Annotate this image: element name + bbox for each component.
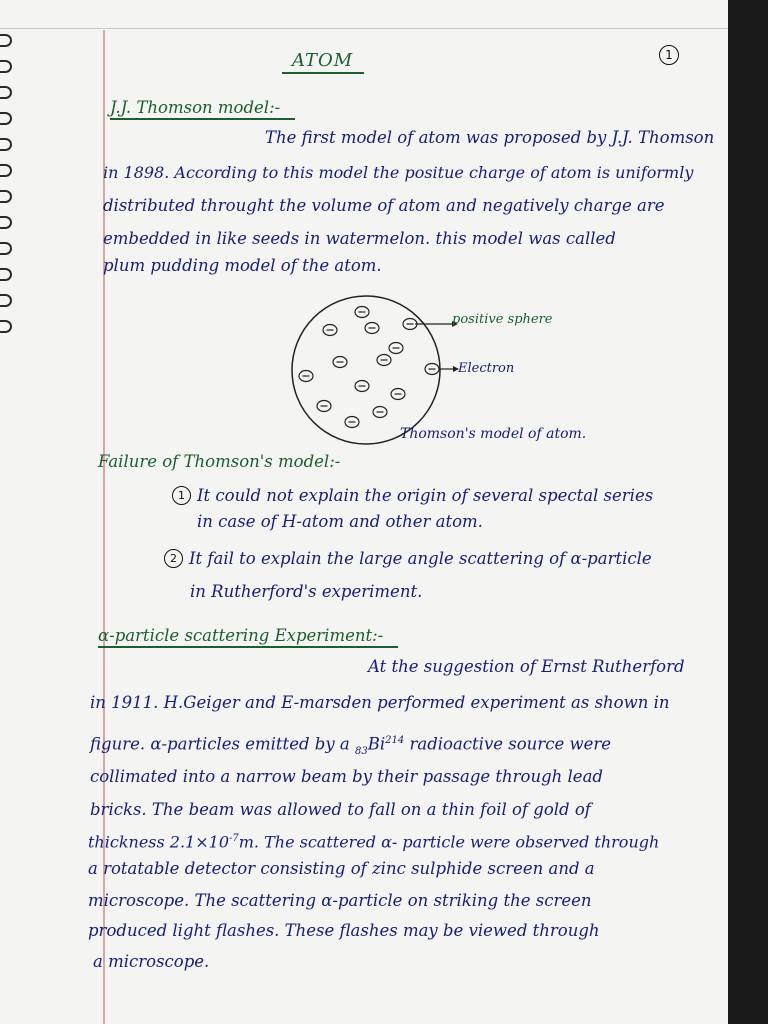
item-text: It fail to explain the large angle scattering of α-particle	[189, 549, 652, 568]
item-text: It could not explain the origin of several spectal series	[197, 486, 654, 505]
spiral-ring	[0, 268, 12, 281]
text-line: The first model of atom was proposed by J.J. Thomson	[265, 128, 715, 147]
spiral-ring	[0, 34, 12, 47]
text-line: in 1898. According to this model the positue charge of atom is uniformly	[103, 163, 694, 182]
item-number: 2	[164, 549, 183, 568]
page-title: ATOM	[292, 50, 354, 71]
text-line: microscope. The scattering α-particle on striking the screen	[88, 891, 592, 910]
text-line-thickness	[88, 829, 659, 852]
text-segment: thickness 2.1×10	[88, 832, 229, 852]
spiral-ring	[0, 60, 12, 73]
title-underline	[282, 72, 364, 74]
text-line: plum pudding model of the atom.	[103, 256, 382, 275]
spiral-ring	[0, 242, 12, 255]
top-rule	[0, 28, 728, 29]
spiral-ring	[0, 216, 12, 229]
list-item	[164, 549, 652, 569]
spiral-ring	[0, 320, 12, 333]
text-line: a rotatable detector consisting of zinc sulphide screen and a	[88, 859, 595, 878]
text-line: a microscope.	[93, 952, 210, 971]
section-heading: α-particle scattering Experiment:-	[98, 626, 384, 645]
text-line: distributed throught the volume of atom and negatively charge are	[103, 196, 665, 215]
spiral-ring	[0, 190, 12, 203]
diagram-caption: Thomson's model of atom.	[400, 426, 587, 442]
text-segment: figure. α-particles emitted by a	[90, 734, 350, 754]
text-line: in 1911. H.Geiger and E-marsden performed experiment as shown in	[90, 693, 670, 712]
section-heading: J.J. Thomson model:-	[110, 98, 281, 117]
spiral-ring	[0, 294, 12, 307]
text-line: in case of H-atom and other atom.	[197, 512, 483, 531]
text-line: produced light flashes. These flashes may be viewed through	[88, 921, 600, 940]
text-segment: radioactive source were	[409, 734, 611, 754]
label-electron: Electron	[458, 361, 515, 376]
text-line: in Rutherford's experiment.	[190, 582, 423, 601]
page-number: 1	[659, 45, 679, 65]
item-number: 1	[172, 486, 191, 505]
isotope-element: Bi	[367, 734, 386, 754]
isotope-atomic-number: 83	[354, 745, 368, 757]
text-segment: m. The scattered α- particle were observed through	[238, 832, 660, 852]
label-positive-sphere: positive sphere	[452, 312, 553, 327]
spiral-ring	[0, 138, 12, 151]
thomson-diagram	[280, 290, 680, 460]
isotope-mass-number: 214	[385, 735, 405, 746]
section-heading: Failure of Thomson's model:-	[98, 452, 341, 471]
text-line: bricks. The beam was allowed to fall on a thin foil of gold of	[90, 800, 591, 819]
spiral-ring	[0, 164, 12, 177]
heading-underline	[98, 646, 398, 648]
text-line: embedded in like seeds in watermelon. this model was called	[103, 229, 616, 248]
spiral-ring	[0, 86, 12, 99]
text-line: At the suggestion of Ernst Rutherford	[368, 657, 685, 676]
exponent: -7	[229, 833, 239, 844]
heading-underline	[110, 118, 295, 120]
text-line-isotope	[90, 731, 611, 762]
list-item	[172, 486, 653, 506]
positive-sphere	[292, 296, 440, 444]
text-line: collimated into a narrow beam by their passage through lead	[90, 767, 603, 786]
spiral-ring	[0, 112, 12, 125]
